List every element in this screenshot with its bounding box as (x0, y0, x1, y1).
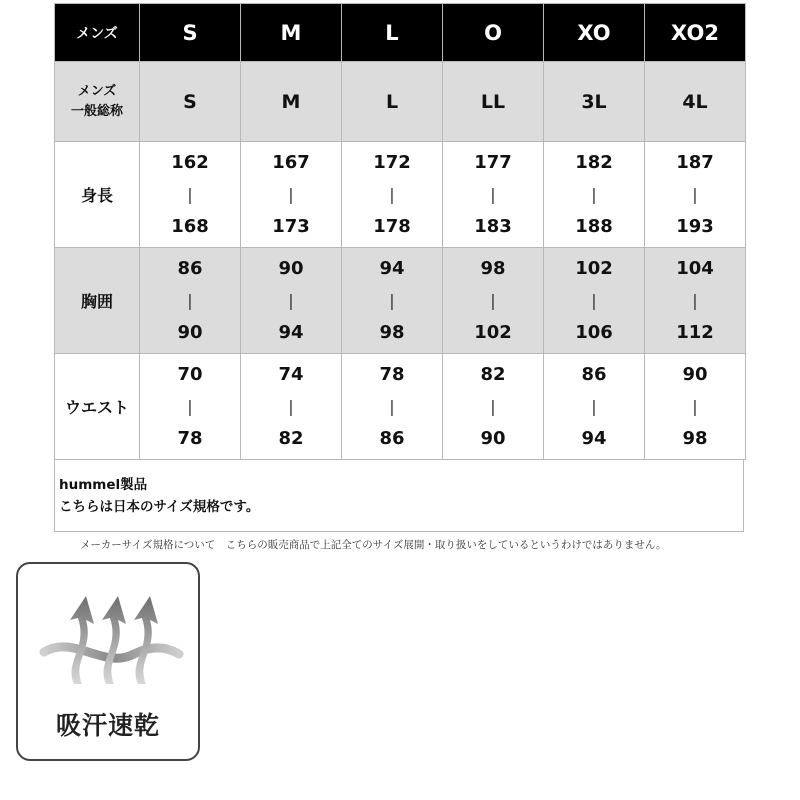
range-max: 86 (379, 427, 405, 449)
range-max: 98 (682, 427, 708, 449)
range-min: 74 (278, 363, 304, 385)
measurement-cell (241, 248, 342, 354)
measurement-cell (241, 142, 342, 248)
range-max: 188 (575, 215, 613, 237)
measurement-label: ウエスト (55, 354, 140, 460)
range-max: 102 (474, 321, 512, 343)
measurement-cell (645, 354, 746, 460)
general-size-cell: 3L (544, 62, 645, 142)
general-size-cell: LL (443, 62, 544, 142)
range-max: 78 (177, 427, 203, 449)
feature-badge (16, 562, 200, 761)
range-max: 106 (575, 321, 613, 343)
range-min: 102 (575, 257, 613, 279)
range-separator: | (490, 290, 496, 310)
note-standard: こちらは日本のサイズ規格です。 (59, 499, 260, 515)
range-min: 82 (480, 363, 506, 385)
size-chart-table (54, 3, 746, 460)
general-size-cell: L (342, 62, 443, 142)
measurement-row-chest (55, 248, 746, 354)
measurement-cell (443, 354, 544, 460)
general-label-line2: 一般総称 (70, 103, 123, 119)
range-max: 193 (676, 215, 714, 237)
range-separator: | (187, 184, 193, 204)
range-max: 168 (171, 215, 209, 237)
range-separator: | (389, 290, 395, 310)
range-min: 86 (177, 257, 203, 279)
general-size-cell: 4L (645, 62, 746, 142)
range-max: 90 (480, 427, 506, 449)
range-max: 98 (379, 321, 405, 343)
range-max: 94 (581, 427, 607, 449)
measurement-cell (342, 354, 443, 460)
range-separator: | (692, 184, 698, 204)
range-separator: | (591, 396, 597, 416)
range-separator: | (288, 184, 294, 204)
range-max: 82 (278, 427, 304, 449)
range-min: 104 (676, 257, 714, 279)
size-header: M (241, 4, 342, 62)
measurement-label: 身長 (55, 142, 140, 248)
size-header: S (140, 4, 241, 62)
disclaimer-text: メーカーサイズ規格について こちらの販売商品で上記全てのサイズ展開・取り扱いをしているというわけではありません。 (80, 539, 667, 551)
measurement-cell (544, 354, 645, 460)
range-min: 70 (177, 363, 203, 385)
range-max: 178 (373, 215, 411, 237)
general-size-cell: M (241, 62, 342, 142)
range-min: 78 (379, 363, 405, 385)
range-min: 90 (278, 257, 304, 279)
range-min: 90 (682, 363, 708, 385)
general-size-cell: S (140, 62, 241, 142)
size-header: O (443, 4, 544, 62)
range-separator: | (288, 290, 294, 310)
range-separator: | (692, 396, 698, 416)
measurement-cell (544, 142, 645, 248)
badge-label: 吸汗速乾 (55, 711, 160, 740)
header-label: メンズ (55, 4, 140, 62)
measurement-cell (140, 142, 241, 248)
note-box (54, 460, 744, 532)
measurement-row-height (55, 142, 746, 248)
range-min: 187 (676, 151, 714, 173)
range-min: 182 (575, 151, 613, 173)
measurement-cell (645, 248, 746, 354)
measurement-cell (140, 248, 241, 354)
measurement-cell (443, 248, 544, 354)
header-row (55, 4, 746, 62)
range-separator: | (288, 396, 294, 416)
range-max: 112 (676, 321, 714, 343)
range-min: 172 (373, 151, 411, 173)
size-header: XO (544, 4, 645, 62)
range-separator: | (490, 396, 496, 416)
range-separator: | (591, 290, 597, 310)
range-min: 162 (171, 151, 209, 173)
measurement-cell (140, 354, 241, 460)
measurement-cell (342, 248, 443, 354)
moisture-wicking-icon (34, 582, 184, 692)
measurement-cell (645, 142, 746, 248)
range-separator: | (187, 396, 193, 416)
range-max: 183 (474, 215, 512, 237)
range-separator: | (187, 290, 193, 310)
range-separator: | (389, 396, 395, 416)
measurement-cell (342, 142, 443, 248)
general-size-row (55, 62, 746, 142)
note-brand: hummel製品 (59, 477, 148, 493)
measurement-cell (443, 142, 544, 248)
range-max: 90 (177, 321, 203, 343)
range-min: 98 (480, 257, 506, 279)
size-header: L (342, 4, 443, 62)
range-separator: | (490, 184, 496, 204)
range-min: 86 (581, 363, 607, 385)
range-separator: | (591, 184, 597, 204)
measurement-label: 胸囲 (55, 248, 140, 354)
general-size-label (55, 62, 140, 142)
range-min: 177 (474, 151, 512, 173)
general-label-line1: メンズ (77, 83, 117, 99)
measurement-cell (544, 248, 645, 354)
measurement-cell (241, 354, 342, 460)
range-max: 173 (272, 215, 310, 237)
measurement-row-waist (55, 354, 746, 460)
range-max: 94 (278, 321, 304, 343)
size-header: XO2 (645, 4, 746, 62)
range-min: 167 (272, 151, 310, 173)
range-separator: | (692, 290, 698, 310)
range-min: 94 (379, 257, 405, 279)
range-separator: | (389, 184, 395, 204)
